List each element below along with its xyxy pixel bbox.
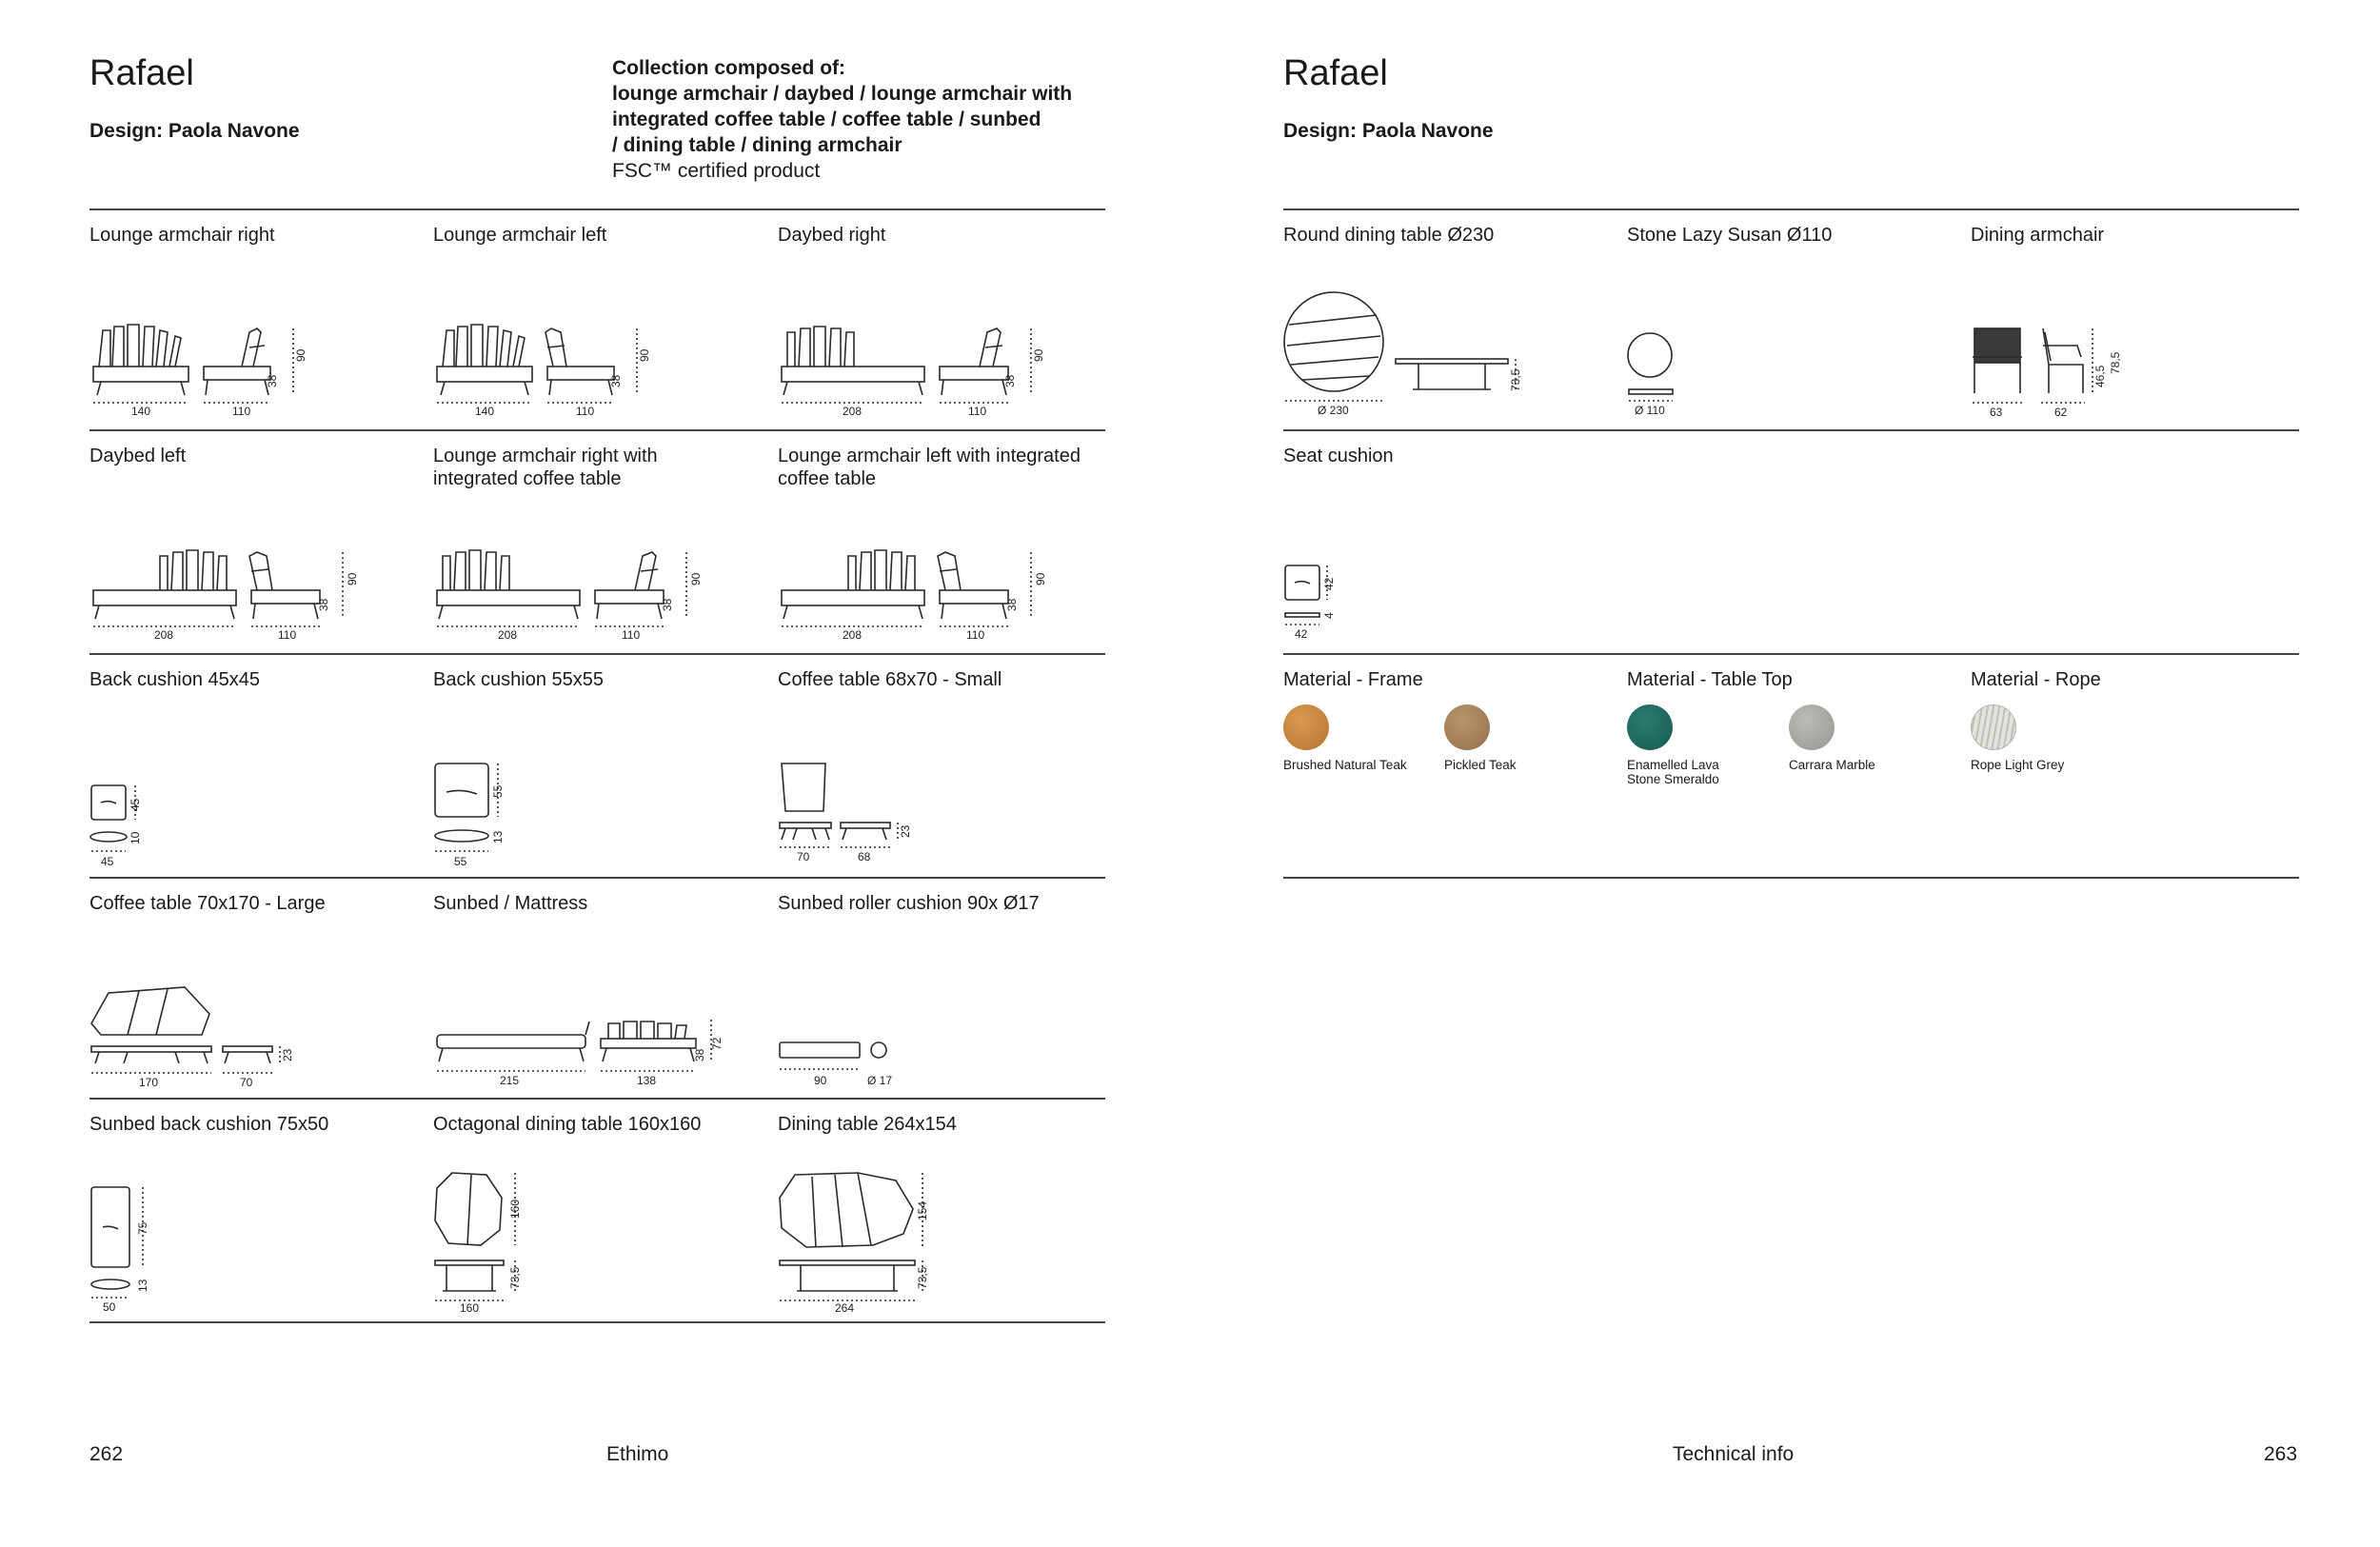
dim-seat-height: 38	[693, 1048, 706, 1061]
left-design-credit: Design: Paola Navone	[89, 120, 300, 142]
dim-height: 55	[491, 784, 505, 798]
product-label: Daybed right	[778, 225, 886, 246]
swatch-pickled-teak	[1444, 704, 1490, 750]
divider	[89, 1321, 1105, 1323]
product-label: Lounge armchair right	[89, 225, 275, 246]
drawing-lounge-left-coffee-table	[778, 543, 1063, 643]
dim-height: 72	[710, 1037, 724, 1050]
dim-depth: 110	[966, 628, 985, 642]
dim-width: 208	[154, 628, 174, 642]
product-label: Back cushion 55x55	[433, 669, 605, 690]
drawing-coffee-table-small	[778, 762, 921, 871]
collection-line: / dining table / dining armchair	[612, 134, 902, 156]
dim-height: 23	[281, 1048, 294, 1061]
page-number-right: 263	[2264, 1443, 2298, 1465]
dim-depth: 110	[576, 405, 595, 418]
drawing-sunbed-roller-cushion	[778, 985, 921, 1090]
front-view	[93, 325, 188, 395]
dim-depth: 68	[858, 850, 871, 863]
dim-height: 90	[638, 348, 651, 362]
dim-width: 140	[131, 405, 151, 418]
right-design-credit: Design: Paola Navone	[1283, 120, 1494, 142]
collection-description	[612, 55, 1107, 184]
page-number-left: 262	[89, 1443, 124, 1465]
divider	[89, 653, 1105, 655]
drawing-back-cushion-45	[89, 771, 185, 871]
brand-footer: Ethimo	[606, 1443, 669, 1465]
material-heading-table-top: Material - Table Top	[1627, 669, 1793, 690]
product-label: Lounge armchair right with integrated coffee table	[433, 446, 658, 489]
dim-depth: 13	[491, 830, 505, 843]
collection-heading: Collection composed of:	[612, 57, 846, 79]
collection-line: lounge armchair / daybed / lounge armchair with	[612, 83, 1073, 105]
dim-height: 90	[689, 572, 703, 585]
drawing-daybed-right	[778, 319, 1063, 419]
collection-line: integrated coffee table / coffee table / sunbed	[612, 109, 1041, 130]
swatch-label: Pickled Teak	[1444, 758, 1517, 772]
drawing-dining-armchair	[1971, 319, 2142, 419]
drawing-sunbed-back-cushion	[89, 1185, 185, 1314]
dim-depth: 110	[622, 628, 641, 642]
dim-height: 78,5	[2109, 351, 2122, 374]
dim-depth: 42	[1322, 577, 1336, 590]
swatch-label: Brushed Natural Teak	[1283, 758, 1407, 772]
swatch-label: Rope Light Grey	[1971, 758, 2065, 772]
dim-height: 73,5	[916, 1266, 929, 1289]
dim-seat-height: 38	[266, 374, 279, 387]
material-heading-rope: Material - Rope	[1971, 669, 2101, 690]
product-label: Round dining table Ø230	[1283, 225, 1495, 246]
dim-width: 208	[843, 405, 863, 418]
dim-width: 208	[498, 628, 518, 642]
dim-height: 73,5	[508, 1266, 522, 1289]
product-label: Octagonal dining table 160x160	[433, 1114, 702, 1135]
dim-width: 63	[1990, 406, 2003, 419]
dim-depth: 154	[916, 1200, 929, 1220]
product-label: Lounge armchair left with integrated coffee table	[778, 446, 1081, 489]
dim-width: 160	[460, 1301, 480, 1315]
dim-width: 45	[101, 855, 114, 868]
divider	[89, 1098, 1105, 1100]
dim-width: 264	[835, 1301, 855, 1315]
dim-depth: 62	[2054, 406, 2068, 419]
swatch-lava-stone-smeraldo	[1627, 704, 1673, 750]
swatch-carrara-marble	[1789, 704, 1835, 750]
dim-height: 90	[1032, 348, 1045, 362]
divider	[89, 429, 1105, 431]
product-label: Coffee table 70x170 - Large	[89, 893, 326, 914]
section-footer: Technical info	[1673, 1443, 1795, 1465]
dim-diameter: Ø 230	[1318, 404, 1349, 417]
drawing-octagonal-table	[433, 1171, 566, 1314]
dim-width: 170	[139, 1076, 159, 1089]
dim-height: 73,5	[1509, 368, 1522, 391]
drawing-lazy-susan	[1627, 328, 1722, 419]
divider	[89, 877, 1105, 879]
product-label: Lounge armchair left	[433, 225, 607, 246]
dim-height: 4	[1322, 612, 1336, 619]
dim-seat-height: 38	[1005, 598, 1019, 611]
dim-height: 75	[136, 1221, 149, 1235]
product-label: Sunbed back cushion 75x50	[89, 1114, 329, 1135]
dim-diameter: Ø 110	[1635, 404, 1665, 417]
dim-depth: 110	[232, 405, 251, 418]
dim-length: 90	[814, 1074, 827, 1087]
drawing-lounge-armchair-right	[89, 319, 337, 419]
drawing-daybed-left	[89, 543, 375, 643]
drawing-dining-table-264	[778, 1171, 959, 1314]
divider	[1283, 429, 2299, 431]
dim-seat-height: 38	[609, 374, 623, 387]
fsc-note: FSC™ certified product	[612, 160, 821, 182]
dim-depth: 70	[240, 1076, 253, 1089]
product-label: Sunbed roller cushion 90x Ø17	[778, 893, 1040, 914]
drawing-back-cushion-55	[433, 762, 538, 871]
dim-width: 42	[1295, 627, 1308, 641]
drawing-lounge-armchair-left	[433, 319, 681, 419]
drawing-round-dining-table	[1283, 290, 1531, 419]
dim-width: 70	[797, 850, 810, 863]
drawing-sunbed	[433, 985, 728, 1090]
divider	[1283, 653, 2299, 655]
divider	[1283, 208, 2299, 210]
dim-seat-height: 38	[1003, 374, 1017, 387]
dim-diameter: Ø 17	[867, 1074, 893, 1087]
drawing-lounge-right-coffee-table	[433, 543, 719, 643]
side-view	[204, 328, 270, 395]
dim-height: 45	[129, 798, 142, 811]
product-label: Seat cushion	[1283, 446, 1394, 466]
left-page-title: Rafael	[89, 53, 194, 93]
right-page-title: Rafael	[1283, 53, 1388, 93]
product-label: Sunbed / Mattress	[433, 893, 588, 914]
dim-width: 208	[843, 628, 863, 642]
divider	[89, 208, 1105, 210]
product-label: Dining table 264x154	[778, 1114, 957, 1135]
product-label: Back cushion 45x45	[89, 669, 261, 690]
dim-depth: 10	[129, 831, 142, 844]
dim-width: 140	[475, 405, 495, 418]
product-label: Stone Lazy Susan Ø110	[1627, 225, 1833, 246]
dim-length: 215	[500, 1074, 520, 1087]
dim-depth: 110	[278, 628, 297, 642]
dim-height: 90	[346, 572, 359, 585]
swatch-label: Enamelled Lava Stone Smeraldo	[1627, 758, 1719, 786]
swatch-brushed-natural-teak	[1283, 704, 1329, 750]
product-label: Daybed left	[89, 446, 187, 466]
dim-depth: 13	[136, 1279, 149, 1292]
dim-seat-height: 38	[317, 598, 330, 611]
dim-depth: 160	[508, 1199, 522, 1219]
swatch-rope-light-grey	[1971, 704, 2016, 750]
dim-height: 23	[899, 824, 912, 838]
dim-seat-height: 38	[661, 598, 674, 611]
dim-width: 50	[103, 1300, 116, 1314]
divider	[1283, 877, 2299, 879]
dim-depth: 110	[968, 405, 987, 418]
material-heading-frame: Material - Frame	[1283, 669, 1423, 690]
dim-height: 90	[1034, 572, 1047, 585]
product-label: Coffee table 68x70 - Small	[778, 669, 1002, 690]
dim-width: 55	[454, 855, 467, 868]
product-label: Dining armchair	[1971, 225, 2105, 246]
dim-seat-height: 46,5	[2093, 365, 2107, 387]
dim-width: 138	[637, 1074, 657, 1087]
swatch-label: Carrara Marble	[1789, 758, 1875, 772]
drawing-seat-cushion	[1283, 562, 1378, 643]
dim-height: 90	[294, 348, 307, 362]
drawing-coffee-table-large	[89, 985, 318, 1090]
